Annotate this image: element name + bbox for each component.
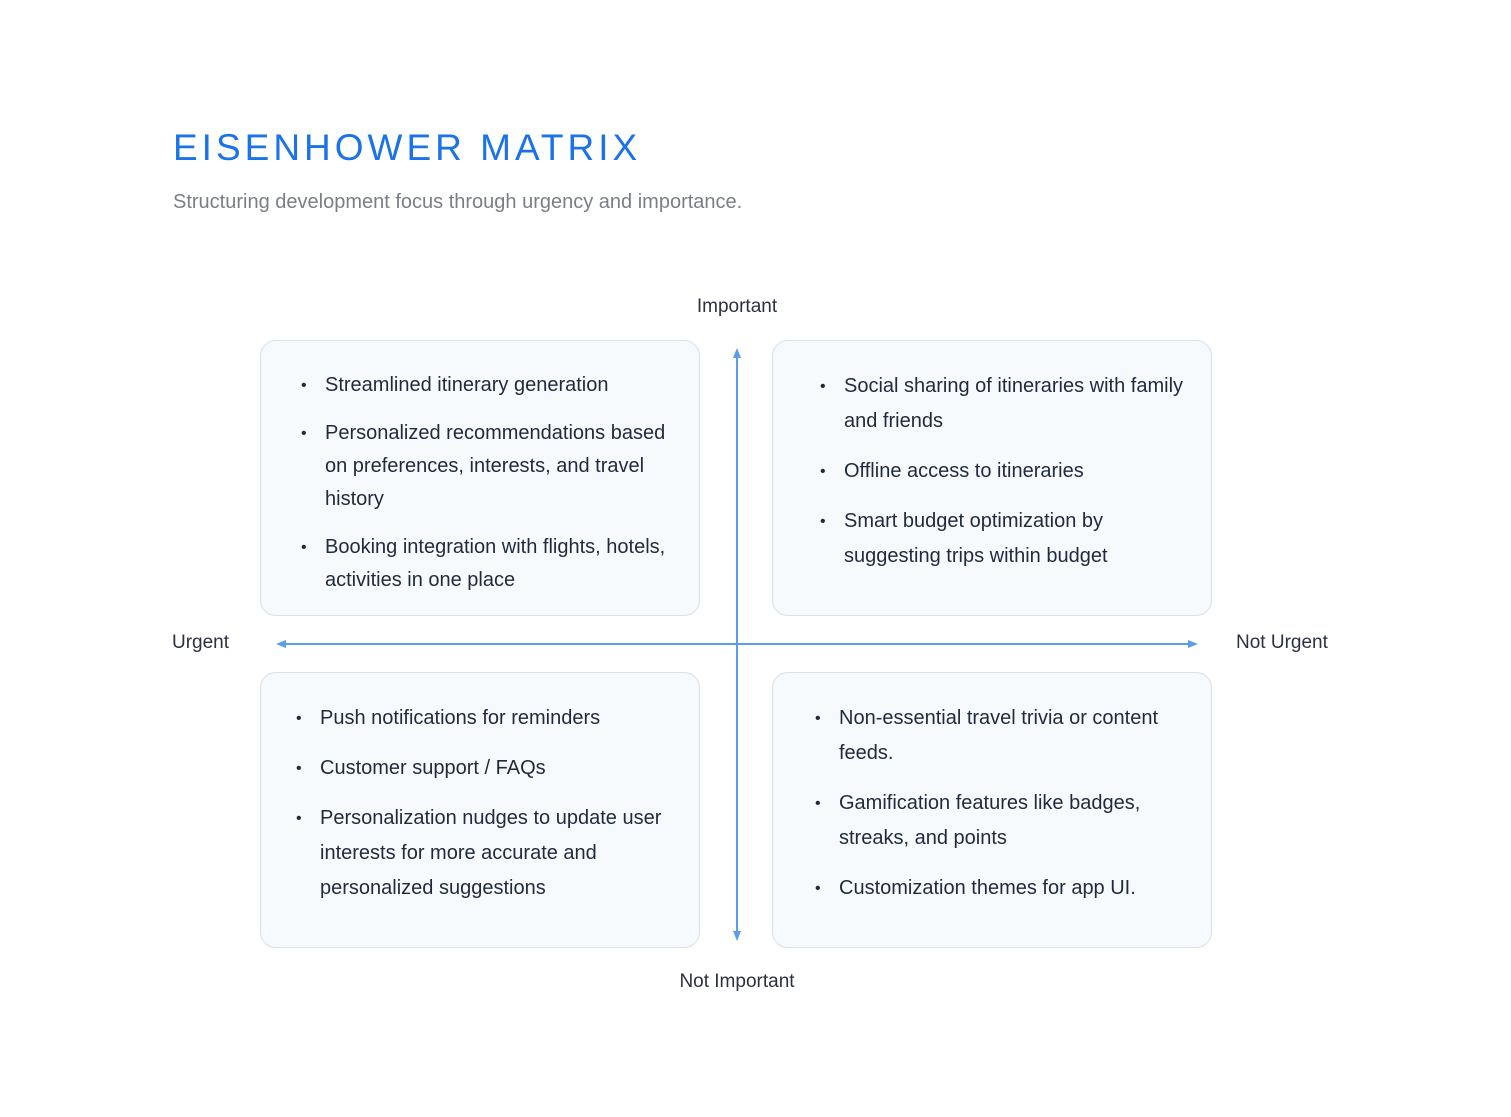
- quadrant-item-list: [813, 701, 1187, 921]
- axis-label-urgent: Urgent: [172, 632, 230, 653]
- list-item-text: Personalized recommendations based on preferences, interests, and travel history: [325, 422, 666, 510]
- list-item-text: Booking integration with flights, hotels, activities in one place: [325, 536, 666, 591]
- list-item: [299, 531, 675, 597]
- quadrant-item-list: [818, 369, 1187, 589]
- list-item-text: Smart budget optimization by suggesting trips within budget: [844, 510, 1108, 567]
- list-item: [818, 454, 1187, 489]
- quadrant-not-urgent-not-important: [772, 672, 1212, 948]
- list-item: [294, 801, 675, 906]
- list-item: [294, 701, 675, 736]
- list-item: [813, 701, 1187, 771]
- page-subtitle: Structuring development focus through urgency and importance.: [173, 191, 743, 213]
- list-item: [813, 786, 1187, 856]
- list-item-text: Push notifications for reminders: [320, 707, 601, 729]
- axis-label-not-important: Not Important: [679, 971, 795, 992]
- list-item-text: Customer support / FAQs: [320, 757, 546, 779]
- quadrant-item-list: [294, 701, 675, 921]
- list-item: [818, 504, 1187, 574]
- list-item: [299, 417, 675, 516]
- list-item-text: Non-essential travel trivia or content feeds.: [839, 707, 1159, 764]
- list-item-text: Personalization nudges to update user interests for more accurate and personalized suggestions: [320, 807, 662, 899]
- list-item: [813, 871, 1187, 906]
- list-item-text: Gamification features like badges, streaks, and points: [839, 792, 1141, 849]
- quadrant-not-urgent-important: [772, 340, 1212, 616]
- page-title: EISENHOWER MATRIX: [173, 127, 642, 168]
- list-item-text: Social sharing of itineraries with family and friends: [844, 375, 1184, 432]
- list-item: [299, 369, 675, 402]
- list-item: [294, 751, 675, 786]
- axis-label-important: Important: [696, 296, 778, 317]
- list-item-text: Streamlined itinerary generation: [325, 374, 609, 396]
- quadrant-urgent-not-important: [260, 672, 700, 948]
- list-item-text: Offline access to itineraries: [844, 460, 1084, 482]
- list-item-text: Customization themes for app UI.: [839, 877, 1136, 899]
- quadrant-item-list: [299, 369, 675, 612]
- axis-label-not-urgent: Not Urgent: [1236, 632, 1328, 653]
- list-item: [818, 369, 1187, 439]
- quadrant-urgent-important: [260, 340, 700, 616]
